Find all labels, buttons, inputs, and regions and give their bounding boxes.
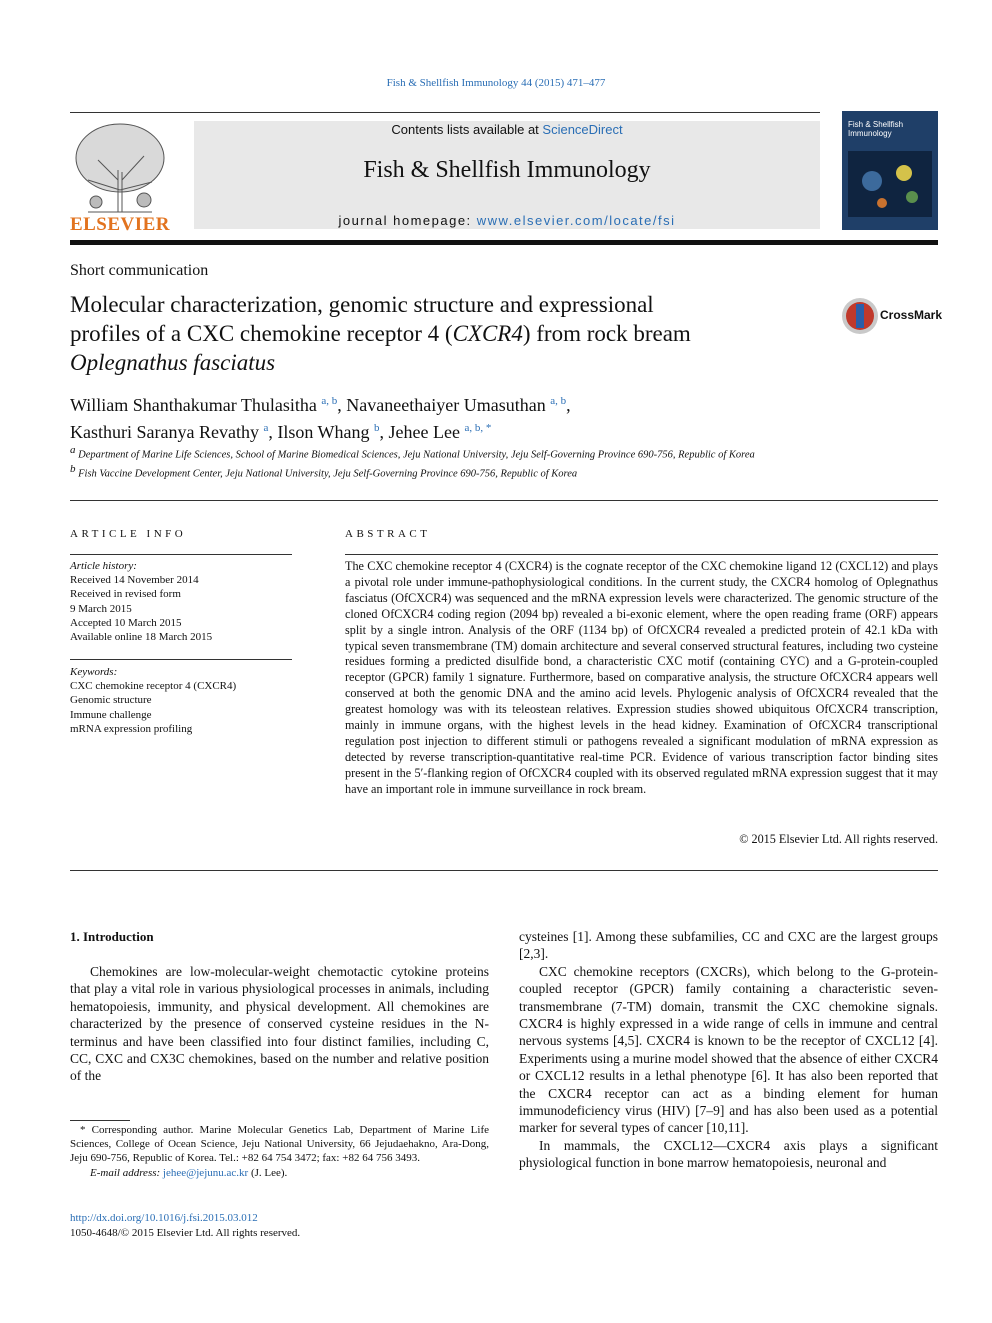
divider — [70, 870, 938, 871]
author-1[interactable]: William Shanthakumar Thulasitha $^{a, b}$ — [70, 395, 338, 415]
author-3[interactable]: Kasthuri Saranya Revathy $^a$ — [70, 422, 269, 442]
journal-title: Fish & Shellfish Immunology — [363, 157, 651, 183]
article-history — [70, 559, 292, 644]
abstract-copyright: © 2015 Elsevier Ltd. All rights reserved. — [739, 832, 938, 846]
title-line-1: Molecular characterization, genomic structure and expressional — [70, 292, 654, 317]
author-1-affil[interactable]: a, b — [321, 395, 338, 407]
author-5[interactable]: Jehee Lee $^{a, b, *}$ — [388, 422, 492, 442]
author-4-affil[interactable]: b — [374, 422, 380, 434]
contents-prefix: Contents lists available at — [391, 122, 543, 137]
divider — [70, 554, 292, 555]
keyword-item: CXC chemokine receptor 4 (CXCR4) — [70, 680, 237, 693]
cover-title: Fish & Shellfish Immunology — [848, 120, 904, 138]
divider — [70, 659, 292, 660]
footnote-rule — [70, 1120, 130, 1121]
author-3-affil[interactable]: a — [263, 422, 269, 434]
email-line: E-mail address: jehee@jejunu.ac.kr (J. Lee). — [90, 1166, 288, 1179]
abstract-heading: ABSTRACT — [345, 528, 431, 540]
elsevier-wordmark: ELSEVIER — [69, 214, 171, 235]
journal-citation[interactable]: Fish & Shellfish Immunology 44 (2015) 471–477 — [386, 77, 606, 89]
header-bottom-rule — [70, 240, 938, 245]
title-gene-italic: CXCR4 — [452, 321, 523, 346]
doi-link[interactable]: http://dx.doi.org/10.1016/j.fsi.2015.03.012 — [70, 1212, 258, 1224]
keyword-item: Immune challenge — [70, 708, 152, 721]
affiliation-a: $^a$ Department of Marine Life Sciences, School of Marine Biomedical Sciences, Jeju National University, Jeju Self-Governing Province 690-756, Republic of Korea — [70, 444, 755, 461]
history-item: Available online 18 March 2015 — [70, 631, 213, 644]
history-item: Received 14 November 2014 — [70, 574, 199, 587]
divider — [70, 500, 938, 501]
email-link[interactable]: jehee@jejunu.ac.kr — [162, 1166, 249, 1179]
keywords-label: Keywords: — [70, 666, 118, 678]
sciencedirect-link[interactable]: ScienceDirect — [542, 122, 623, 137]
corresponding-author-footnote — [70, 1123, 489, 1180]
crossmark-icon[interactable] — [840, 296, 880, 336]
body-column-left — [70, 963, 489, 1085]
keywords — [70, 665, 292, 736]
article-title — [70, 290, 790, 377]
issn-line: 1050-4648/© 2015 Elsevier Ltd. All rights reserved. — [70, 1227, 301, 1239]
article-type: Short communication — [70, 262, 209, 279]
title-species: Oplegnathus fasciatus — [70, 350, 276, 375]
homepage-link[interactable]: www.elsevier.com/locate/fsi — [476, 213, 676, 228]
section-heading-introduction: 1. Introduction — [70, 929, 154, 944]
footnote-text: * Corresponding author. Marine Molecular Genetics Lab, Department of Marine Life Sciences, College of Ocean Science, Jeju National University, 66 Jejudaehakno, Ara-Dong, Jeju 690-756, Republic of Korea. Tel.: +82 64 754 3472; fax: +82 64 756 3493. — [70, 1124, 489, 1165]
affiliation-b: $^b$ Fish Vaccine Development Center, Jeju National University, Jeju Self-Governing Province 690-756, Republic of Korea — [70, 463, 578, 480]
homepage-prefix: journal homepage: — [338, 213, 477, 228]
journal-homepage-line — [194, 213, 820, 228]
author-2[interactable]: Navaneethaiyer Umasuthan $^{a, b}$ — [346, 395, 567, 415]
history-item: 9 March 2015 — [70, 602, 132, 615]
article-info-heading: ARTICLE INFO — [70, 528, 187, 540]
title-line-2a: profiles of a CXC chemokine receptor 4 ( — [70, 321, 453, 346]
history-label: Article history: — [70, 560, 137, 572]
divider — [345, 554, 938, 555]
keyword-item: mRNA expression profiling — [70, 722, 193, 735]
author-2-affil[interactable]: a, b — [550, 395, 567, 407]
header-top-rule — [70, 112, 820, 113]
paragraph: Chemokines are low-molecular-weight chemotactic cytokine proteins that play a vital role in various physiological processes in animals, including hematopoiesis, immunity, and physical development. All chemokines are characterized by the presence of conserved cysteine residues in the N-terminus and have been classified into four distinct families, including C, CC, CXC and CX3C chemokines, based on the number and relative position of the — [70, 964, 489, 1084]
body-column-right — [519, 928, 938, 1172]
paragraph: In mammals, the CXCL12—CXCR4 axis plays a significant physiological function in bone marrow hematopoiesis, neuronal and — [519, 1137, 938, 1171]
author-5-affil[interactable]: a, b, * — [464, 422, 492, 434]
abstract-text: The CXC chemokine receptor 4 (CXCR4) is the cognate receptor of the CXC chemokine ligand 12 (CXCL12) and plays a pivotal role under immune-pathophysiological conditions. In the current study, the CXCR4 homolog of Oplegnathus fasciatus (OfCXCR4) was sequenced and the mRNA expression levels were characterized. The genomic structure of the cloned OfCXCR4 coding region (2094 bp) revealed a bi-exonic element, where the open reading frame (ORF) appears split by a single intron. Analysis of the ORF (1134 bp) of OfCXCR4 revealed a predicted protein of 42.1 kDa with typical seven transmembrane (TM) domain architecture and several conserved structural features, including two cysteine residues forming a predicted disulfide bond, a characteristic CXC motif (containing CYC) and a G-protein-coupled receptor (GPCR) family 1 signature. Furthermore, based on comparative analysis, the structure OfCXCR4 appears well conserved at both the genomic DNA and the amino acid levels. Phylogenic analysis of OfCXCR4 revealed that the greatest homology was with its teleostean relatives. Expression studies showed ubiquitous OfCXCR4 transcription, mainly in immune organs, with the highest levels in the head kidney. Examination of OfCXCR4 transcriptional regulation post injection to different stimuli or pathogens revealed a significant modulation of mRNA expression as detected by reverse transcription-quantitative real-time PCR. Evidence of various transcription factor binding sites present in the 5′-flanking region of OfCXCR4 coupled with its observed regulated mRNA expression suggest that it may have an important role in immune surveillance in rock bream. — [345, 559, 938, 796]
author-4[interactable]: Ilson Whang $^b$ — [277, 422, 380, 442]
crossmark-label[interactable]: CrossMark — [880, 308, 943, 322]
history-item: Received in revised form — [70, 588, 181, 601]
paragraph: cysteines [1]. Among these subfamilies, CC and CXC are the largest groups [2,3]. — [519, 929, 938, 962]
contents-available-line — [194, 122, 820, 137]
author-list: William Shanthakumar Thulasitha $^{a, b}$, Navaneethaiyer Umasuthan $^{a, b}$, Kasthuri Saranya Revathy $^a$, Ilson Whang $^b$, Jehee Lee $^{a, b, *}$ — [70, 395, 571, 442]
title-line-2b: ) from rock bream — [522, 321, 691, 346]
paragraph: CXC chemokine receptors (CXCRs), which belong to the G-protein-coupled receptor (GPCR) family containing a characteristic seven-transmembrane (7-TM) domain, transmit the CXC chemokine signals. CXCR4 is highly expressed in a wide range of cells in immune and central nervous systems [4,5]. CXCR4 is known to be the receptor of CXCL12 [4]. Experiments using a murine model showed that the absence of either CXCR4 or CXCL12 results in a lethal phenotype [6]. It has also been reported that the CXCR4 receptor can act as a binding element for human immunodeficiency virus (HIV) [7–9] and has also been used as a potential marker for several types of cancer [10,11]. — [519, 963, 938, 1136]
affiliations — [70, 444, 830, 481]
history-item: Accepted 10 March 2015 — [70, 616, 182, 629]
keyword-item: Genomic structure — [70, 694, 152, 707]
